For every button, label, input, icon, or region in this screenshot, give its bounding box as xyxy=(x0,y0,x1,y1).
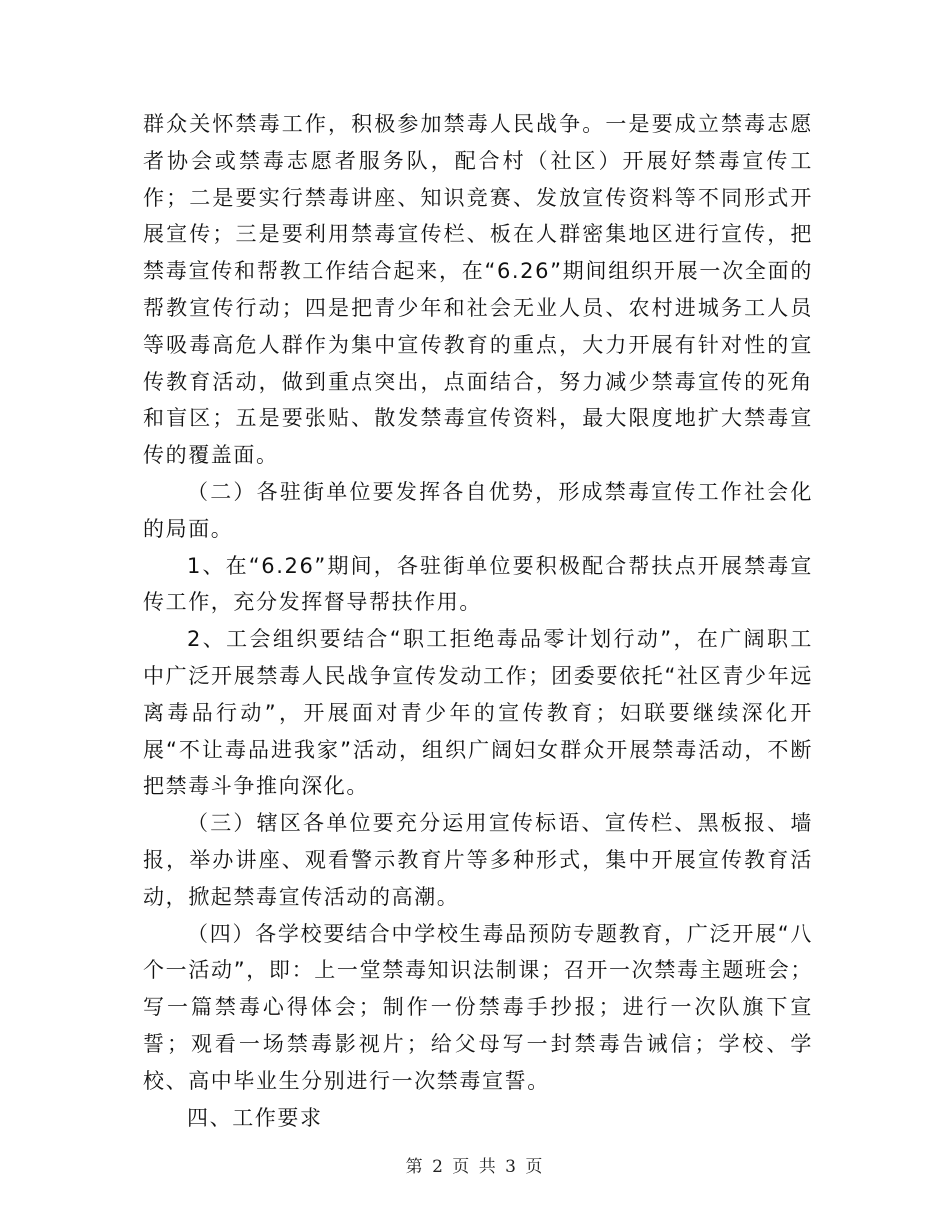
paragraph-item-2: 2、工会组织要结合“职工拒绝毒品零计划行动”，在广阔职工中广泛开展禁毒人民战争宣传发动工作；团委要依托“社区青少年远离毒品行动”，开展面对青少年的宣传教育；妇联要继续深化开展“不让毒品进我家”活动，组织广阔妇女群众开展禁毒活动，不断把禁毒斗争推向深化。 xyxy=(143,627,813,799)
paragraph-section-two-heading: （二）各驻街单位要发挥各自优势，形成禁毒宣传工作社会化的局面。 xyxy=(143,479,813,541)
paragraph-continuation: 群众关怀禁毒工作，积极参加禁毒人民战争。一是要成立禁毒志愿者协会或禁毒志愿者服务队，配合村（社区）开展好禁毒宣传工作；二是要实行禁毒讲座、知识竞赛、发放宣传资料等不同形式开展宣传；三是要利用禁毒宣传栏、板在人群密集地区进行宣传，把禁毒宣传和帮教工作结合起来，在“6.26”期间组织开展一次全面的帮教宣传行动；四是把青少年和社会无业人员、农村进城务工人员等吸毒高危人群作为集中宣传教育的重点，大力开展有针对性的宣传教育活动，做到重点突出，点面结合，努力减少禁毒宣传的死角和盲区；五是要张贴、散发禁毒宣传资料，最大限度地扩大禁毒宣传的覆盖面。 xyxy=(143,112,813,468)
paragraph-section-three: （三）辖区各单位要充分运用宣传标语、宣传栏、黑板报、墙报，举办讲座、观看警示教育片等多种形式，集中开展宣传教育活动，掀起禁毒宣传活动的高潮。 xyxy=(143,811,813,909)
document-body xyxy=(143,106,813,1136)
page-footer: 第 2 页 共 3 页 xyxy=(405,1157,545,1177)
paragraph-section-four: （四）各学校要结合中学校生毒品预防专题教育，广泛开展“八个一活动”，即：上一堂禁毒知识法制课；召开一次禁毒主题班会；写一篇禁毒心得体会；制作一份禁毒手抄报；进行一次队旗下宣誓；观看一场禁毒影视片；给父母写一封禁毒告诫信；学校、学校、高中毕业生分别进行一次禁毒宣誓。 xyxy=(143,921,813,1093)
paragraph-item-1: 1、在“6.26”期间，各驻街单位要积极配合帮扶点开展禁毒宣传工作，充分发挥督导帮扶作用。 xyxy=(143,553,813,615)
heading-work-requirements: 四、工作要求 xyxy=(187,1105,323,1130)
